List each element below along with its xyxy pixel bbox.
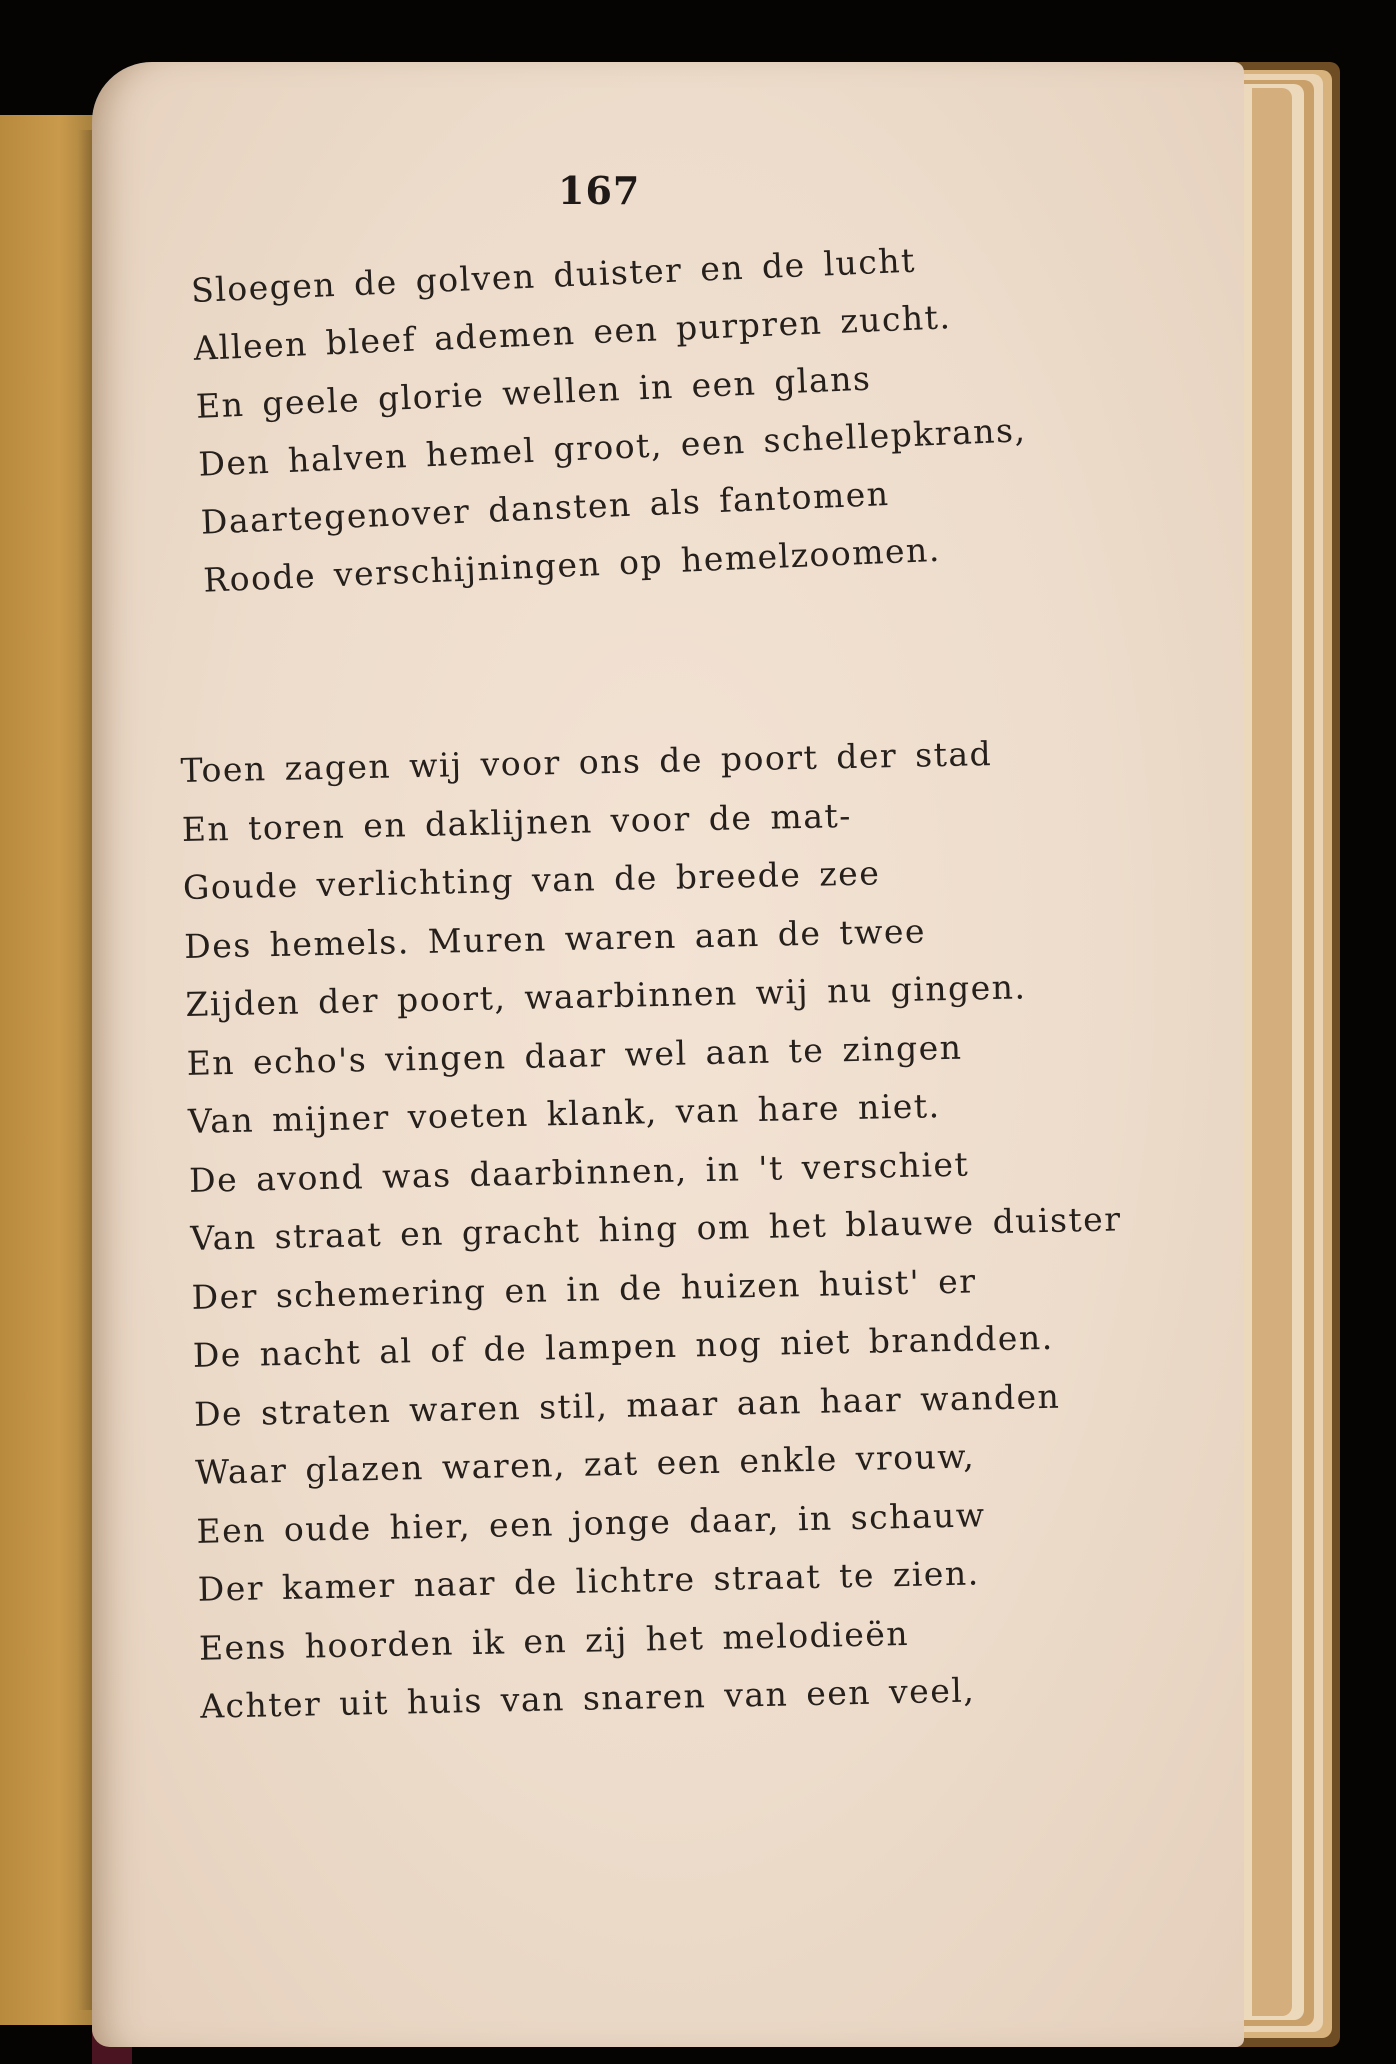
poem-line: Van straat en gracht hing om het blauwe duister — [189, 1199, 1122, 1258]
stanza-2 — [180, 722, 1132, 1736]
poem-line: En echo's vingen daar wel aan te zingen — [186, 1027, 963, 1083]
poem-line: Alleen bleef ademen een purpren zucht. — [192, 297, 953, 368]
poem-line: Goude verlichting van de breede zee — [182, 853, 881, 907]
poem-line: Den halven hemel groot, een schellepkrans, — [197, 410, 1028, 484]
poem-line: Roode verschijningen op hemelzoomen. — [202, 529, 942, 600]
poem-line: Zijden der poort, waarbinnen wij nu gingen. — [185, 967, 1027, 1024]
poem-line: Sloegen de golven duister en de lucht — [190, 240, 917, 310]
poem-line: Eens hoorden ik en zij het melodieën — [198, 1613, 910, 1668]
poem-line: Van mijner voeten klank, van hare niet. — [187, 1086, 941, 1141]
poem-line: Waar glazen waren, zat een enkle vrouw, — [194, 1436, 976, 1492]
poem-line: Der schemering en in de huizen huist' er — [191, 1260, 977, 1317]
poem-line: Des hemels. Muren waren aan de twee — [183, 910, 927, 966]
page-stack-edge — [1252, 88, 1292, 2016]
poem-line: De avond was daarbinnen, in 't verschiet — [188, 1144, 970, 1200]
poem-line: De nacht al of de lampen nog niet brandden. — [192, 1317, 1054, 1375]
poem-line: En geele glorie wellen in een glans — [195, 358, 873, 426]
poem-line: Achter uit huis van snaren van een veel, — [199, 1670, 976, 1726]
poem-line: Daartegenover dansten als fantomen — [200, 473, 891, 542]
poem-line: Der kamer naar de lichtre straat te zien. — [197, 1553, 980, 1609]
stanza-1 — [190, 227, 1032, 609]
poem-line: Een oude hier, een jonge daar, in schauw — [196, 1494, 986, 1551]
poem-line: Toen zagen wij voor ons de poort der stad — [180, 733, 993, 790]
poem-line: En toren en daklijnen voor de mat- — [181, 795, 853, 849]
poem-line: De straten waren stil, maar aan haar wanden — [193, 1376, 1061, 1434]
page-number: 167 — [558, 168, 641, 213]
